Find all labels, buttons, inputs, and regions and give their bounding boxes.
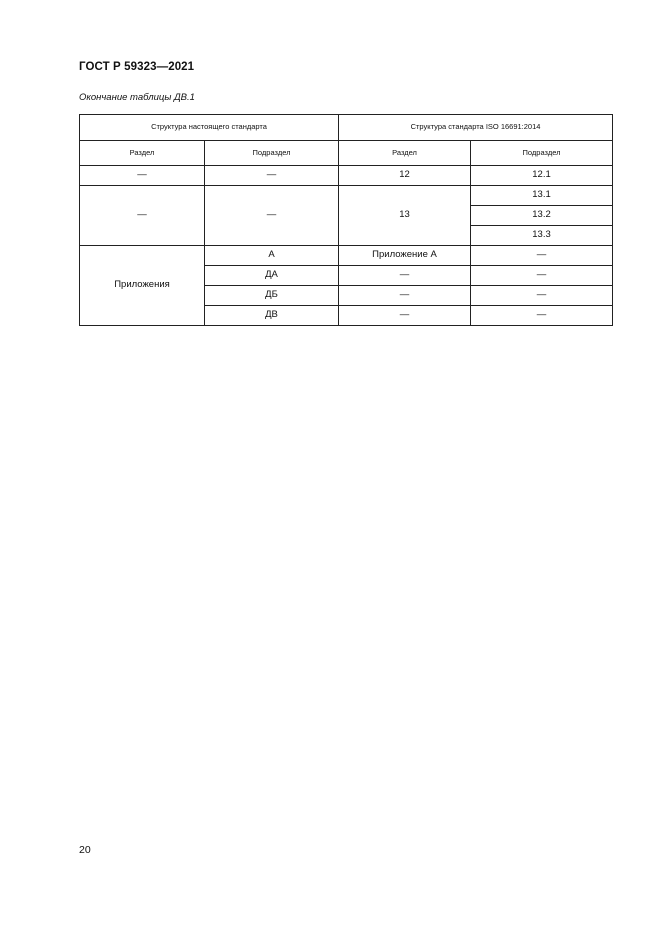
table-cell: — <box>471 266 613 286</box>
table-cell: А <box>205 246 339 266</box>
page-number: 20 <box>79 844 91 856</box>
table-cell: 13.3 <box>471 226 613 246</box>
table-cell: 12.1 <box>471 166 613 186</box>
group-header-iso-standard: Структура стандарта ISO 16691:2014 <box>339 115 613 141</box>
appendix-label-cell: Приложения <box>80 246 205 326</box>
column-header-iso-section: Раздел <box>339 141 471 166</box>
table-cell: 13.1 <box>471 186 613 206</box>
table-cell: ДА <box>205 266 339 286</box>
group-header-row <box>80 115 613 141</box>
table-cell: 12 <box>339 166 471 186</box>
table-cell: — <box>205 186 339 246</box>
column-header-row <box>80 141 613 166</box>
column-header-subsection: Подраздел <box>205 141 339 166</box>
table-cell: — <box>471 306 613 326</box>
table-cell: Приложение А <box>339 246 471 266</box>
table-caption: Окончание таблицы ДВ.1 <box>79 92 195 103</box>
table-cell: — <box>471 246 613 266</box>
table-cell: — <box>339 286 471 306</box>
table-cell: — <box>339 306 471 326</box>
table-cell: — <box>80 186 205 246</box>
table-cell: 13.2 <box>471 206 613 226</box>
table-cell: — <box>80 166 205 186</box>
column-header-iso-subsection: Подраздел <box>471 141 613 166</box>
column-header-section: Раздел <box>80 141 205 166</box>
group-header-this-standard: Структура настоящего стандарта <box>80 115 339 141</box>
table-row <box>80 166 613 186</box>
document-code: ГОСТ Р 59323—2021 <box>79 61 195 73</box>
table-cell: — <box>339 266 471 286</box>
structure-comparison-table <box>79 114 613 326</box>
table-cell: — <box>471 286 613 306</box>
table-cell: — <box>205 166 339 186</box>
table-cell: ДВ <box>205 306 339 326</box>
table-row <box>80 186 613 206</box>
table-row <box>80 246 613 266</box>
table-cell: 13 <box>339 186 471 246</box>
table-cell: ДБ <box>205 286 339 306</box>
